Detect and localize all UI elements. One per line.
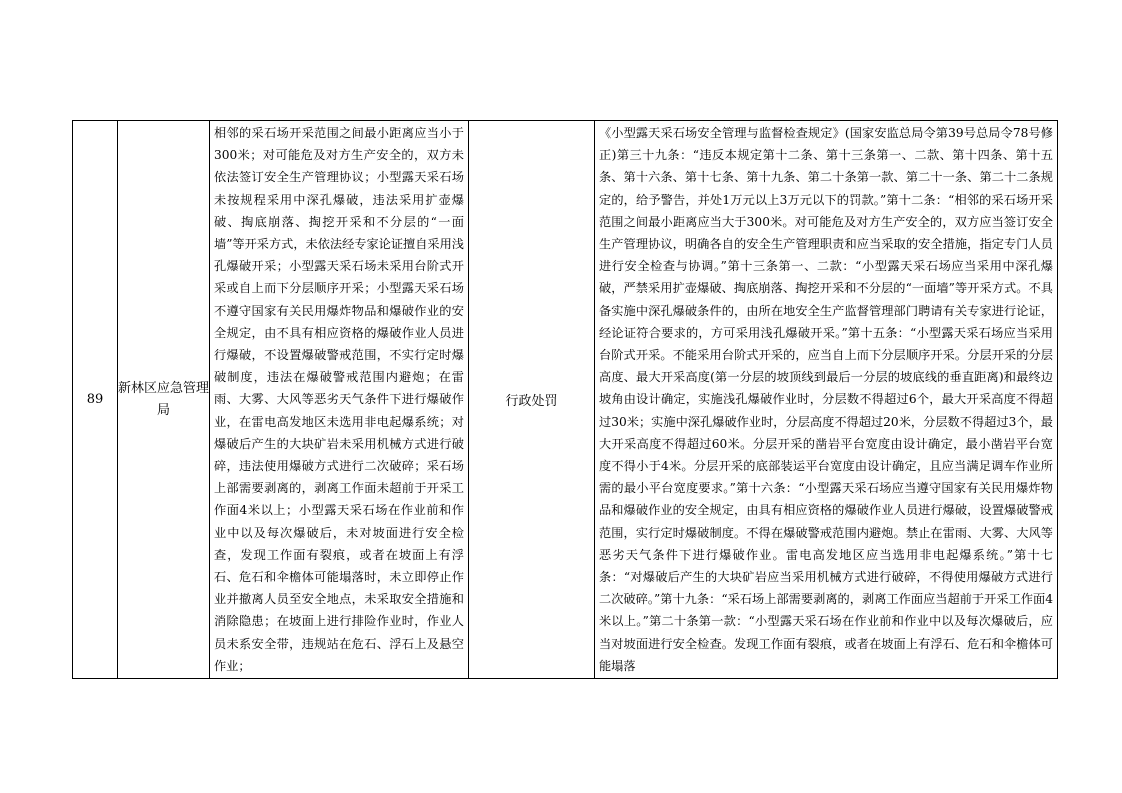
department-cell (118, 121, 210, 679)
action-type-cell (469, 121, 595, 679)
enforcement-table (72, 120, 1058, 679)
department-name: 新林区应急管理局 (118, 380, 210, 418)
legal-basis-cell (595, 121, 1058, 679)
action-type: 行政处罚 (505, 394, 558, 410)
legal-basis-text: 《小型露天采石场安全管理与监督检查规定》(国家安监总局令第39号总局令78号修正)第三十九条：“违反本规定第十二条、第十三条第一、二款、第十四条、第十五条、第十六条、第十七条、第十九条、第二十条第一款、第二十一条、第二十二条规定的，给予警告，并处1万元以上3万元以下的罚款。”第十二条：“相邻的采石场开采范围之间最小距离应当大于300米。对可能危及对方生产安全的，双方应当签订安全生产管理协议，明确各自的安全生产管理职责和应当采取的安全措施，指定专门人员进行安全检查与协调。”第十三条第一、二款：“小型露天采石场应当采用中深孔爆破，严禁采用扩壶爆破、掏底崩落、掏挖开采和不分层的“一面墙”等开采方式。不具备实施中深孔爆破条件的，由所在地安全生产监督管理部门聘请有关专家进行论证，经论证符合要求的，方可采用浅孔爆破开采。”第十五条：“小型露天采石场应当采用台阶式开采。不能采用台阶式开采的，应当自上而下分层顺序开采。分层开采的分层高度、最大开采高度(第一分层的坡顶线到最后一分层的坡底线的垂直距离)和最终边坡角由设计确定，实施浅孔爆破作业时，分层数不得超过6个，最大开采高度不得超过30米；实施中深孔爆破作业时，分层高度不得超过20米，分层数不得超过3个，最大开采高度不得超过60米。分层开采的凿岩平台宽度由设计确定，最小凿岩平台宽度不得小于4米。分层开采的底部装运平台宽度由设计确定，且应当满足调车作业所需的最小平台宽度要求。”第十六条：“小型露天采石场应当遵守国家有关民用爆炸物品和爆破作业的安全规定，由具有相应资格的爆破作业人员进行爆破，设置爆破警戒范围，实行定时爆破制度。不得在爆破警戒范围内避炮。禁止在雷雨、大雾、大风等恶劣天气条件下进行爆破作业。雷电高发地区应当选用非电起爆系统。”第十七条：“对爆破后产生的大块矿岩应当采用机械方式进行破碎，不得使用爆破方式进行二次破碎。”第十九条：“采石场上部需要剥离的，剥离工作面应当超前于开采工作面4米以上。”第二十条第一款：“小型露天采石场在作业前和作业中以及每次爆破后，应当对坡面进行安全检查。发现工作面有裂痕，或者在坡面上有浮石、危石和伞檐体可能塌落 (599, 126, 1053, 673)
row-number: 89 (86, 392, 104, 408)
table-row (73, 121, 1058, 679)
violation-conditions-cell (210, 121, 469, 679)
violation-conditions-text: 相邻的采石场开采范围之间最小距离应当小于300米；对可能危及对方生产安全的，双方未依法签订安全生产管理协议；小型露天采石场未按规程采用中深孔爆破，违法采用扩壶爆破、掏底崩落、掏挖开采和不分层的“一面墙”等开采方式，未依法经专家论证擅自采用浅孔爆破开采；小型露天采石场未采用台阶式开采或自上而下分层顺序开采；小型露天采石场不遵守国家有关民用爆炸物品和爆破作业的安全规定，由不具有相应资格的爆破作业人员进行爆破，不设置爆破警戒范围，不实行定时爆破制度，违法在爆破警戒范围内避炮；在雷雨、大雾、大风等恶劣天气条件下进行爆破作业，在雷电高发地区未选用非电起爆系统；对爆破后产生的大块矿岩未采用机械方式进行破碎，违法使用爆破方式进行二次破碎；采石场上部需要剥离的，剥离工作面未超前于开采工作面4米以上；小型露天采石场在作业前和作业中以及每次爆破后，未对坡面进行安全检查，发现工作面有裂痕，或者在坡面上有浮石、危石和伞檐体可能塌落时，未立即停止作业并撤离人员至安全地点，未采取安全措施和消除隐患；在坡面上进行排险作业时，作业人员未系安全带，违规站在危石、浮石上及悬空作业； (214, 126, 464, 673)
row-number-cell (73, 121, 118, 679)
